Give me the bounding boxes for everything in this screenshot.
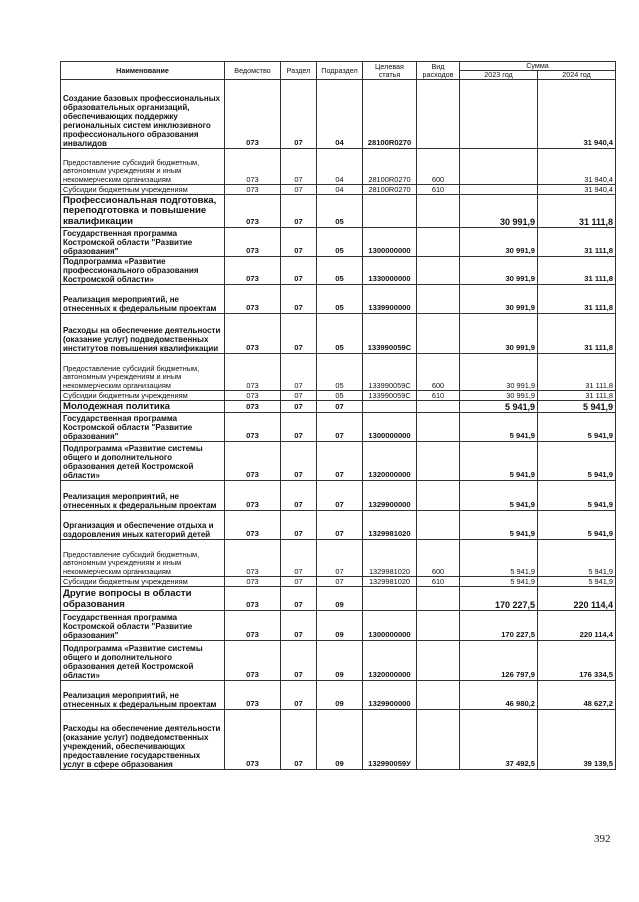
row-target: 1320000000 [363,641,417,681]
row-name: Государственная программа Костромской области "Развитие образования" [61,413,225,442]
row-target: 1329900000 [363,481,417,511]
row-podrazdel: 09 [317,611,363,641]
row-name: Субсидии бюджетным учреждениям [61,577,225,587]
header-podrazdel: Подраздел [317,62,363,80]
row-2024: 48 627,2 [538,681,616,710]
header-2023: 2023 год [460,71,538,80]
row-vid: 610 [417,185,460,195]
row-podrazdel: 05 [317,391,363,401]
row-vedomstvo: 073 [225,511,281,540]
row-podrazdel: 09 [317,710,363,770]
row-2023 [460,80,538,149]
row-target: 28100R0270 [363,185,417,195]
row-vedomstvo: 073 [225,540,281,577]
row-target: 28100R0270 [363,149,417,185]
row-razdel: 07 [281,710,317,770]
row-vid: 610 [417,577,460,587]
row-2024: 220 114,4 [538,611,616,641]
row-razdel: 07 [281,228,317,257]
row-2023: 126 797,9 [460,641,538,681]
row-razdel: 07 [281,540,317,577]
row-vid [417,80,460,149]
row-vid [417,641,460,681]
row-2023: 5 941,9 [460,511,538,540]
row-podrazdel: 05 [317,314,363,354]
row-2023: 46 980,2 [460,681,538,710]
row-podrazdel: 05 [317,354,363,391]
row-vid [417,195,460,228]
row-podrazdel: 05 [317,257,363,285]
row-target: 133990059С [363,354,417,391]
row-podrazdel: 07 [317,442,363,481]
row-vid [417,314,460,354]
row-2023: 5 941,9 [460,577,538,587]
row-vid: 600 [417,149,460,185]
row-razdel: 07 [281,257,317,285]
row-name: Подпрограмма «Развитие системы общего и дополнительного образования детей Костромской области» [61,641,225,681]
row-target: 1329900000 [363,681,417,710]
row-target [363,401,417,413]
row-2024: 31 111,8 [538,257,616,285]
header-2024: 2024 год [538,71,616,80]
row-razdel: 07 [281,511,317,540]
table-row [61,195,616,228]
budget-table [60,61,616,770]
row-2023: 5 941,9 [460,442,538,481]
row-name: Государственная программа Костромской области "Развитие образования" [61,228,225,257]
row-2024: 176 334,5 [538,641,616,681]
row-razdel: 07 [281,413,317,442]
row-razdel: 07 [281,577,317,587]
table-row [61,641,616,681]
row-vedomstvo: 073 [225,401,281,413]
row-2023: 30 991,9 [460,257,538,285]
header-name: Наименование [61,62,225,80]
row-razdel: 07 [281,354,317,391]
row-vedomstvo: 073 [225,195,281,228]
row-name: Предоставление субсидий бюджетным, автономным учреждениям и иным некоммерческим организациям [61,354,225,391]
row-2024: 5 941,9 [538,413,616,442]
table-row [61,587,616,611]
row-podrazdel: 09 [317,681,363,710]
table-row [61,577,616,587]
row-2024: 31 111,8 [538,228,616,257]
row-podrazdel: 07 [317,413,363,442]
header-target: Целевая статья [363,62,417,80]
row-vedomstvo: 073 [225,80,281,149]
row-name: Подпрограмма «Развитие системы общего и дополнительного образования детей Костромской области» [61,442,225,481]
row-2024: 220 114,4 [538,587,616,611]
row-2023: 170 227,5 [460,587,538,611]
row-2023: 30 991,9 [460,195,538,228]
row-target [363,195,417,228]
row-target: 1300000000 [363,228,417,257]
row-name: Предоставление субсидий бюджетным, автономным учреждениям и иным некоммерческим организациям [61,149,225,185]
row-2023: 5 941,9 [460,481,538,511]
row-2024: 31 111,8 [538,314,616,354]
row-podrazdel: 04 [317,80,363,149]
row-name: Реализация мероприятий, не отнесенных к федеральным проектам [61,285,225,314]
row-razdel: 07 [281,587,317,611]
row-podrazdel: 05 [317,195,363,228]
row-vedomstvo: 073 [225,413,281,442]
row-2023 [460,149,538,185]
row-name: Расходы на обеспечение деятельности (оказание услуг) подведомственных институтов повышения квалификации [61,314,225,354]
row-vid [417,710,460,770]
row-podrazdel: 07 [317,481,363,511]
row-2024: 31 111,8 [538,354,616,391]
row-vid [417,611,460,641]
row-name: Предоставление субсидий бюджетным, автономным учреждениям и иным некоммерческим организациям [61,540,225,577]
table-row [61,80,616,149]
row-2024: 31 111,8 [538,195,616,228]
row-target: 133990059С [363,391,417,401]
row-vedomstvo: 073 [225,314,281,354]
row-2024: 5 941,9 [538,442,616,481]
row-2024: 31 111,8 [538,285,616,314]
row-vid [417,511,460,540]
row-podrazdel: 09 [317,587,363,611]
row-2024: 5 941,9 [538,577,616,587]
row-2024: 31 940,4 [538,80,616,149]
row-razdel: 07 [281,401,317,413]
table-row [61,285,616,314]
row-vid [417,587,460,611]
row-vedomstvo: 073 [225,481,281,511]
row-2024: 5 941,9 [538,401,616,413]
row-2023: 30 991,9 [460,228,538,257]
row-2023: 30 991,9 [460,285,538,314]
row-podrazdel: 05 [317,228,363,257]
table-row [61,481,616,511]
row-vedomstvo: 073 [225,391,281,401]
row-podrazdel: 05 [317,285,363,314]
row-2023: 30 991,9 [460,354,538,391]
page-number: 392 [594,833,611,845]
row-razdel: 07 [281,391,317,401]
table-row [61,391,616,401]
row-name: Создание базовых профессиональных образовательных организаций, обеспечивающих поддержку региональных систем инклюзивного профессионального образования инвалидов [61,80,225,149]
row-vid [417,285,460,314]
header-vid: Вид расходов [417,62,460,80]
row-razdel: 07 [281,285,317,314]
row-vedomstvo: 073 [225,149,281,185]
row-2024: 31 940,4 [538,185,616,195]
row-podrazdel: 07 [317,577,363,587]
row-vedomstvo: 073 [225,577,281,587]
row-podrazdel: 07 [317,540,363,577]
row-target: 1339900000 [363,285,417,314]
row-2023: 30 991,9 [460,314,538,354]
row-vedomstvo: 073 [225,681,281,710]
table-row [61,149,616,185]
header-summa: Сумма [460,62,616,71]
row-podrazdel: 09 [317,641,363,681]
row-2024: 5 941,9 [538,511,616,540]
row-target: 1300000000 [363,413,417,442]
row-vid: 600 [417,354,460,391]
row-2023: 170 227,5 [460,611,538,641]
row-razdel: 07 [281,185,317,195]
row-name: Расходы на обеспечение деятельности (оказание услуг) подведомственных учреждений, обеспечивающих предоставление государственных услуг в сфере образования [61,710,225,770]
table-row [61,511,616,540]
table-row [61,611,616,641]
table-row [61,681,616,710]
row-target: 28100R0270 [363,80,417,149]
row-target: 1330000000 [363,257,417,285]
row-name: Реализация мероприятий, не отнесенных к федеральным проектам [61,481,225,511]
table-row [61,185,616,195]
table-row [61,257,616,285]
table-row [61,540,616,577]
row-vedomstvo: 073 [225,710,281,770]
row-name: Субсидии бюджетным учреждениям [61,185,225,195]
row-2023: 5 941,9 [460,540,538,577]
row-vid [417,481,460,511]
row-vedomstvo: 073 [225,611,281,641]
row-vedomstvo: 073 [225,587,281,611]
row-name: Реализация мероприятий, не отнесенных к федеральным проектам [61,681,225,710]
row-target: 1329981020 [363,540,417,577]
row-vedomstvo: 073 [225,442,281,481]
row-2023: 5 941,9 [460,401,538,413]
row-vid: 600 [417,540,460,577]
row-vid [417,442,460,481]
row-2023 [460,185,538,195]
row-podrazdel: 04 [317,149,363,185]
table-row [61,413,616,442]
row-vid: 610 [417,391,460,401]
row-2023: 37 492,5 [460,710,538,770]
row-razdel: 07 [281,481,317,511]
row-vid [417,681,460,710]
table-row [61,401,616,413]
header-vedomstvo: Ведомство [225,62,281,80]
row-name: Профессиональная подготовка, переподготовка и повышение квалификации [61,195,225,228]
row-target: 133990059С [363,314,417,354]
row-target: 1329981020 [363,577,417,587]
row-name: Подпрограмма «Развитие профессионального образования Костромской области» [61,257,225,285]
row-vedomstvo: 073 [225,285,281,314]
row-name: Государственная программа Костромской области "Развитие образования" [61,611,225,641]
row-vedomstvo: 073 [225,641,281,681]
row-vedomstvo: 073 [225,185,281,195]
row-name: Организация и обеспечение отдыха и оздоровления иных категорий детей [61,511,225,540]
table-row [61,354,616,391]
row-target [363,587,417,611]
row-razdel: 07 [281,314,317,354]
row-2024: 31 111,8 [538,391,616,401]
header-razdel: Раздел [281,62,317,80]
row-vid [417,413,460,442]
row-vedomstvo: 073 [225,257,281,285]
row-name: Субсидии бюджетным учреждениям [61,391,225,401]
row-2024: 5 941,9 [538,540,616,577]
row-razdel: 07 [281,641,317,681]
table-row [61,710,616,770]
row-podrazdel: 07 [317,511,363,540]
row-podrazdel: 07 [317,401,363,413]
table-row [61,442,616,481]
row-name: Молодежная политика [61,401,225,413]
row-vid [417,257,460,285]
row-razdel: 07 [281,442,317,481]
row-2024: 5 941,9 [538,481,616,511]
row-target: 1329981020 [363,511,417,540]
row-2023: 30 991,9 [460,391,538,401]
row-razdel: 07 [281,195,317,228]
row-2023: 5 941,9 [460,413,538,442]
row-razdel: 07 [281,80,317,149]
row-razdel: 07 [281,611,317,641]
row-podrazdel: 04 [317,185,363,195]
row-target: 1320000000 [363,442,417,481]
row-vid [417,228,460,257]
row-razdel: 07 [281,149,317,185]
row-vedomstvo: 073 [225,354,281,391]
row-target: 132990059У [363,710,417,770]
row-vedomstvo: 073 [225,228,281,257]
row-target: 1300000000 [363,611,417,641]
row-2024: 39 139,5 [538,710,616,770]
table-row [61,314,616,354]
row-name: Другие вопросы в области образования [61,587,225,611]
row-2024: 31 940,4 [538,149,616,185]
row-razdel: 07 [281,681,317,710]
row-vid [417,401,460,413]
table-row [61,228,616,257]
